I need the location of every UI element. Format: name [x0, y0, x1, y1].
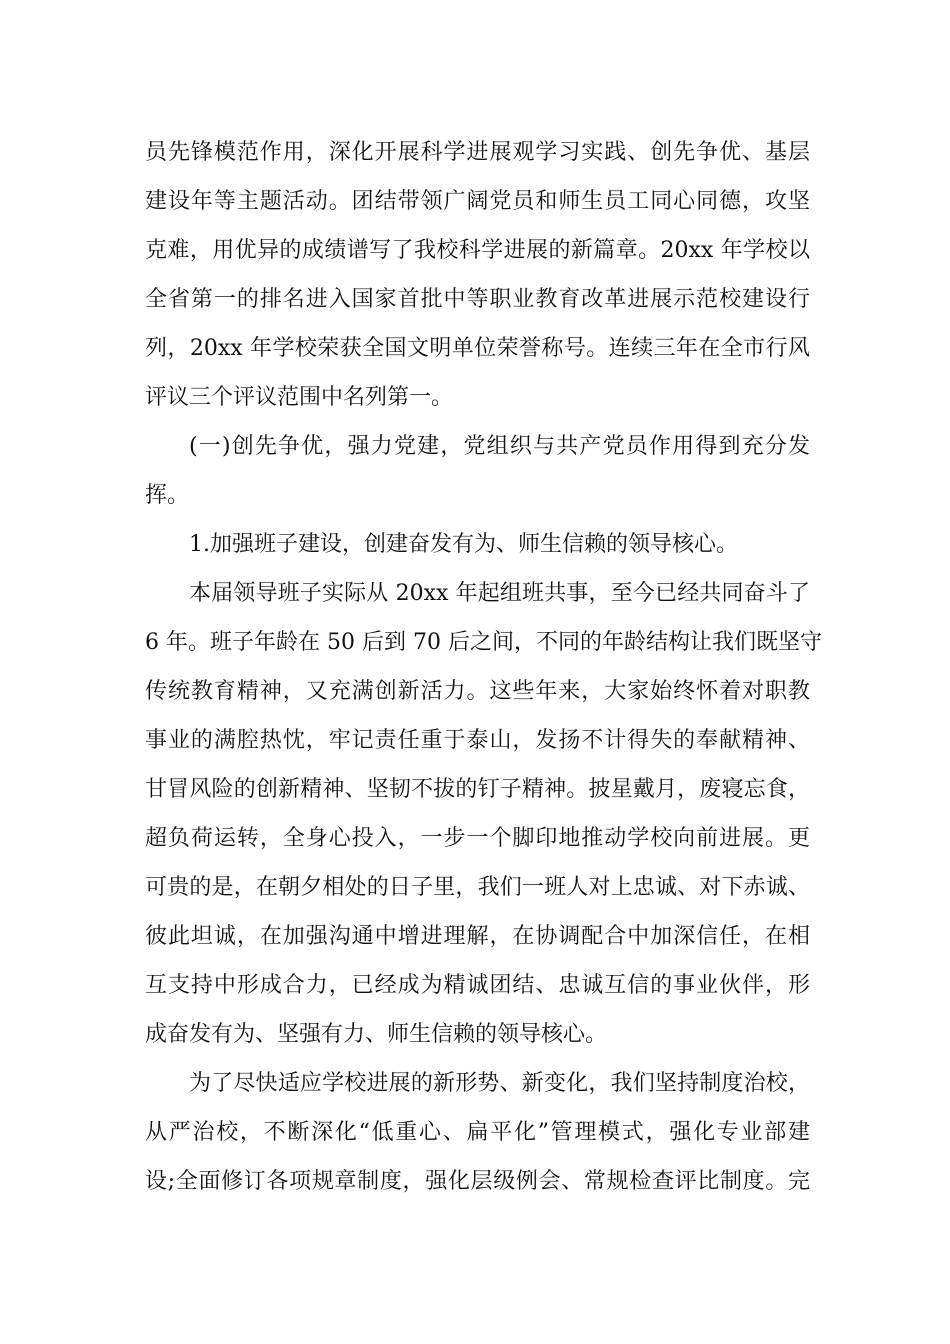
document-body	[145, 128, 822, 1206]
section-heading-line: 挥。	[145, 483, 190, 508]
text-line: 传统教育精神，又充满创新活力。这些年来，大家始终怀着对职教	[145, 679, 810, 704]
subsection-heading: 1.加强班子建设，创建奋发有为、师生信赖的领导核心。	[189, 532, 738, 557]
section-heading-line: (一)创先争优，强力党建，党组织与共产党员作用得到充分发	[189, 434, 810, 459]
text-line: 成奋发有为、坚强有力、师生信赖的领导核心。	[145, 1022, 608, 1047]
text-line: 克难，用优异的成绩谱写了我校科学进展的新篇章。20xx 年学校以	[145, 238, 810, 263]
text-line: 甘冒风险的创新精神、坚韧不拔的钉子精神。披星戴月，废寝忘食，	[145, 777, 810, 802]
text-line: 员先锋模范作用，深化开展科学进展观学习实践、创先争优、基层	[145, 140, 810, 165]
text-line: 建设年等主题活动。团结带领广阔党员和师生员工同心同德，攻坚	[145, 189, 810, 214]
text-line: 事业的满腔热忱，牢记责任重于泰山，发扬不计得失的奉献精神、	[145, 728, 810, 753]
text-line: 从严治校，不断深化“低重心、扁平化”管理模式，强化专业部建	[145, 1120, 810, 1145]
text-line: 为了尽快适应学校进展的新形势、新变化，我们坚持制度治校，	[189, 1071, 810, 1096]
text-line: 评议三个评议范围中名列第一。	[145, 385, 454, 410]
text-line: 互支持中形成合力，已经成为精诚团结、忠诚互信的事业伙伴，形	[145, 973, 810, 998]
text-line: 可贵的是，在朝夕相处的日子里，我们一班人对上忠诚、对下赤诚、	[145, 875, 810, 900]
text-line: 本届领导班子实际从 20xx 年起组班共事，至今已经共同奋斗了	[189, 581, 810, 606]
text-line: 彼此坦诚，在加强沟通中增进理解，在协调配合中加深信任，在相	[145, 924, 810, 949]
text-line: 超负荷运转，全身心投入，一步一个脚印地推动学校向前进展。更	[145, 826, 810, 851]
text-line: 设;全面修订各项规章制度，强化层级例会、常规检查评比制度。完	[145, 1169, 810, 1194]
text-line: 6 年。班子年龄在 50 后到 70 后之间，不同的年龄结构让我们既坚守	[145, 630, 822, 655]
text-line: 全省第一的排名进入国家首批中等职业教育改革进展示范校建设行	[145, 287, 810, 312]
text-line: 列，20xx 年学校荣获全国文明单位荣誉称号。连续三年在全市行风	[145, 336, 810, 361]
